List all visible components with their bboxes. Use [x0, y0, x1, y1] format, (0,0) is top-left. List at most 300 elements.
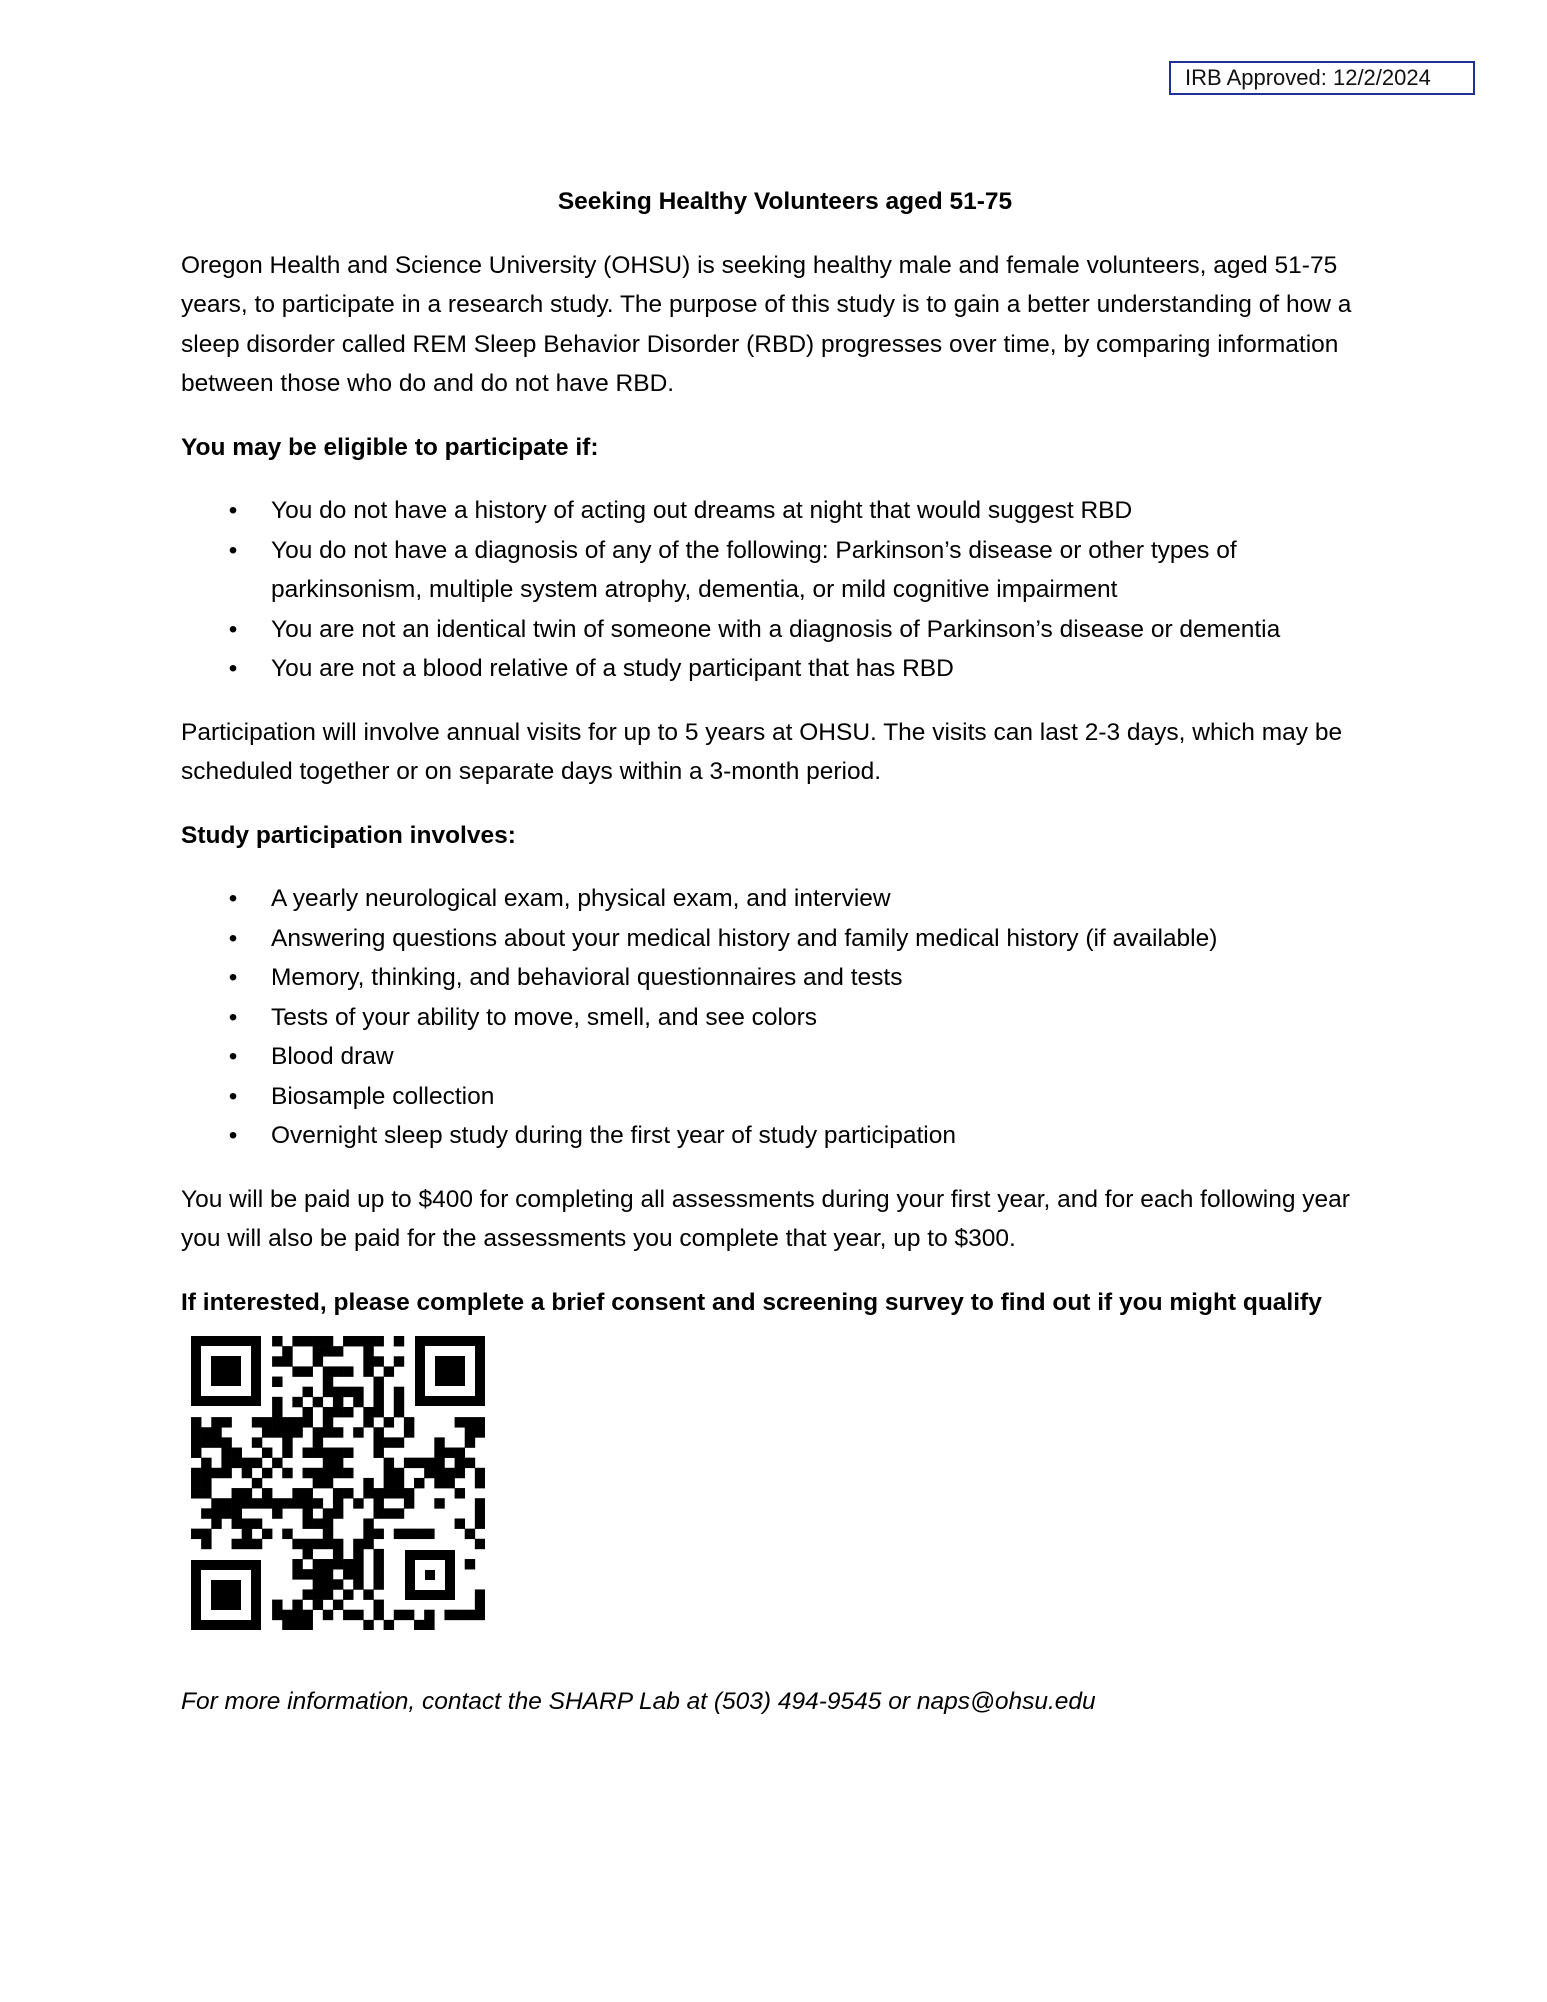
qr-module: [292, 1539, 302, 1549]
qr-module: [353, 1387, 363, 1397]
qr-module: [292, 1620, 302, 1630]
qr-module: [282, 1437, 292, 1447]
qr-module: [323, 1417, 333, 1427]
qr-module: [333, 1508, 343, 1518]
qr-module: [303, 1468, 313, 1478]
qr-module: [373, 1397, 383, 1407]
qr-module: [303, 1549, 313, 1559]
qr-module: [373, 1356, 383, 1366]
qr-module: [303, 1610, 313, 1620]
qr-module: [363, 1356, 373, 1366]
list-item-text: Memory, thinking, and behavioral questionnaires and tests: [271, 964, 903, 991]
qr-module: [363, 1346, 373, 1356]
qr-module: [262, 1498, 272, 1508]
qr-module: [313, 1346, 323, 1356]
qr-module: [292, 1397, 302, 1407]
qr-module: [242, 1498, 252, 1508]
qr-module: [242, 1529, 252, 1539]
qr-module: [313, 1518, 323, 1528]
qr-module: [232, 1448, 242, 1458]
qr-module: [414, 1458, 424, 1468]
qr-module: [232, 1458, 242, 1468]
qr-module: [201, 1437, 211, 1447]
bullet-icon: •: [228, 1122, 238, 1149]
qr-module: [404, 1427, 414, 1437]
qr-module: [333, 1539, 343, 1549]
qr-module: [282, 1346, 292, 1356]
qr-module: [424, 1529, 434, 1539]
qr-module: [272, 1508, 282, 1518]
qr-module: [221, 1468, 231, 1478]
involves-heading: Study participation involves:: [181, 821, 516, 849]
qr-module: [272, 1610, 282, 1620]
qr-module: [252, 1417, 262, 1427]
qr-module: [323, 1559, 333, 1569]
qr-module: [465, 1610, 475, 1620]
eligibility-heading: You may be eligible to participate if:: [181, 433, 599, 461]
qr-module: [262, 1427, 272, 1437]
qr-module: [333, 1488, 343, 1498]
qr-module: [384, 1437, 394, 1447]
list-item-text: You do not have a diagnosis of any of the following: Parkinson’s disease or other types of parkinsonism, multiple system atrophy, dementia, or mild cognitive impairment: [271, 536, 1237, 603]
qr-module: [394, 1356, 404, 1366]
qr-module: [455, 1458, 465, 1468]
qr-module: [444, 1610, 454, 1620]
qr-module: [444, 1468, 454, 1478]
qr-module: [343, 1589, 353, 1599]
qr-module: [465, 1437, 475, 1447]
list-item: [181, 958, 1381, 998]
qr-module: [313, 1356, 323, 1366]
qr-module: [444, 1478, 454, 1488]
qr-module: [434, 1478, 444, 1488]
qr-module: [475, 1508, 485, 1518]
qr-module: [323, 1569, 333, 1579]
list-item-text: Overnight sleep study during the first year of study participation: [271, 1122, 956, 1149]
qr-module: [272, 1498, 282, 1508]
list-item-text: Biosample collection: [271, 1082, 495, 1110]
qr-module: [373, 1610, 383, 1620]
qr-module: [262, 1417, 272, 1427]
qr-module: [323, 1468, 333, 1478]
qr-module: [221, 1498, 231, 1508]
qr-module: [343, 1488, 353, 1498]
list-item: [181, 649, 1381, 689]
flyer-content: [181, 182, 1381, 1746]
qr-module: [201, 1427, 211, 1437]
qr-module: [303, 1498, 313, 1508]
qr-module: [191, 1478, 201, 1488]
qr-module: [455, 1610, 465, 1620]
qr-module: [323, 1377, 333, 1387]
qr-module: [313, 1336, 323, 1346]
qr-module: [252, 1498, 262, 1508]
qr-module: [465, 1559, 475, 1569]
qr-module: [262, 1488, 272, 1498]
qr-module: [242, 1539, 252, 1549]
qr-module: [333, 1559, 343, 1569]
qr-module: [363, 1407, 373, 1417]
list-item: [181, 531, 1381, 610]
qr-module: [475, 1589, 485, 1599]
qr-module: [211, 1427, 221, 1437]
qr-module: [323, 1427, 333, 1437]
qr-module: [373, 1488, 383, 1498]
qr-module: [394, 1488, 404, 1498]
qr-module: [282, 1498, 292, 1508]
qr-module: [272, 1427, 282, 1437]
qr-module: [373, 1437, 383, 1447]
qr-module: [394, 1610, 404, 1620]
list-item: [181, 998, 1381, 1038]
qr-module: [292, 1569, 302, 1579]
qr-module: [384, 1508, 394, 1518]
qr-module: [221, 1458, 231, 1468]
qr-module: [313, 1478, 323, 1488]
qr-module: [323, 1387, 333, 1397]
qr-module: [394, 1529, 404, 1539]
qr-module: [353, 1569, 363, 1579]
qr-module: [282, 1468, 292, 1478]
qr-module: [292, 1610, 302, 1620]
contact-info: For more information, contact the SHARP Lab at (503) 494-9545 or naps@ohsu.edu: [181, 1688, 1096, 1715]
bullet-icon: •: [228, 497, 238, 524]
qr-module: [475, 1539, 485, 1549]
qr-module: [353, 1427, 363, 1437]
qr-module: [424, 1610, 434, 1620]
list-item: [181, 1037, 1381, 1077]
qr-module: [414, 1529, 424, 1539]
qr-module: [201, 1529, 211, 1539]
qr-module: [363, 1478, 373, 1488]
qr-module: [333, 1549, 343, 1559]
qr-module: [323, 1610, 333, 1620]
qr-module: [191, 1468, 201, 1478]
qr-module: [272, 1336, 282, 1346]
list-item-text: Answering questions about your medical history and family medical history (if available): [271, 924, 1218, 952]
qr-code-icon: [191, 1336, 485, 1630]
bullet-icon: •: [228, 536, 238, 564]
qr-module: [475, 1417, 485, 1427]
qr-module: [363, 1488, 373, 1498]
qr-module: [333, 1448, 343, 1458]
qr-module: [394, 1508, 404, 1518]
qr-module: [333, 1600, 343, 1610]
qr-module: [303, 1589, 313, 1599]
qr-module: [323, 1336, 333, 1346]
qr-module: [292, 1559, 302, 1569]
qr-module: [303, 1336, 313, 1346]
qr-module: [343, 1569, 353, 1579]
qr-module: [242, 1468, 252, 1478]
qr-module: [272, 1356, 282, 1366]
qr-module: [303, 1407, 313, 1417]
qr-module: [323, 1458, 333, 1468]
bullet-icon: •: [228, 615, 238, 643]
qr-module: [455, 1448, 465, 1458]
qr-module: [252, 1437, 262, 1447]
qr-module: [404, 1458, 414, 1468]
qr-module: [373, 1498, 383, 1508]
qr-module: [353, 1397, 363, 1407]
qr-module: [384, 1488, 394, 1498]
qr-module: [313, 1589, 323, 1599]
qr-module: [394, 1437, 404, 1447]
list-item: [181, 1116, 1381, 1156]
qr-module: [363, 1589, 373, 1599]
qr-module: [303, 1448, 313, 1458]
qr-module: [313, 1427, 323, 1437]
list-item-text: Tests of your ability to move, smell, and see colors: [271, 1003, 818, 1031]
qr-module: [353, 1336, 363, 1346]
qr-module: [404, 1529, 414, 1539]
qr-module: [384, 1478, 394, 1488]
qr-module: [303, 1488, 313, 1498]
qr-module: [323, 1518, 333, 1528]
qr-module: [313, 1498, 323, 1508]
qr-module: [333, 1387, 343, 1397]
qr-module: [272, 1458, 282, 1468]
qr-module: [475, 1468, 485, 1478]
qr-module: [303, 1539, 313, 1549]
irb-approval-stamp: IRB Approved: 12/2/2024: [1169, 61, 1475, 95]
qr-module: [292, 1366, 302, 1376]
qr-module: [242, 1488, 252, 1498]
qr-module: [384, 1620, 394, 1630]
qr-module: [353, 1610, 363, 1620]
list-item: [181, 919, 1381, 959]
list-item-text: You do not have a history of acting out dreams at night that would suggest RBD: [271, 497, 1133, 524]
qr-module: [232, 1539, 242, 1549]
qr-module: [323, 1478, 333, 1488]
qr-module: [221, 1448, 231, 1458]
qr-module: [252, 1518, 262, 1528]
qr-module: [414, 1620, 424, 1630]
qr-module: [333, 1579, 343, 1589]
qr-module: [191, 1437, 201, 1447]
qr-module: [373, 1377, 383, 1387]
qr-module: [201, 1488, 211, 1498]
qr-module: [211, 1468, 221, 1478]
qr-module: [303, 1387, 313, 1397]
page-title: Seeking Healthy Volunteers aged 51-75: [557, 188, 1013, 215]
qr-module: [272, 1417, 282, 1427]
qr-module: [313, 1539, 323, 1549]
bullet-icon: •: [228, 885, 238, 912]
qr-module: [252, 1458, 262, 1468]
qr-module: [303, 1620, 313, 1630]
qr-module: [373, 1448, 383, 1458]
qr-module: [221, 1417, 231, 1427]
list-item-text: You are not a blood relative of a study participant that has RBD: [271, 655, 954, 682]
qr-module: [384, 1366, 394, 1376]
qr-module: [201, 1478, 211, 1488]
qr-module: [232, 1488, 242, 1498]
involves-list: [181, 879, 1381, 1156]
qr-module: [191, 1448, 201, 1458]
qr-module: [373, 1549, 383, 1559]
qr-module: [282, 1427, 292, 1437]
qr-module: [353, 1498, 363, 1508]
qr-module: [343, 1407, 353, 1417]
qr-module: [353, 1539, 363, 1549]
qr-module: [333, 1346, 343, 1356]
qr-module: [404, 1610, 414, 1620]
qr-module: [323, 1529, 333, 1539]
qr-module: [282, 1620, 292, 1630]
qr-module: [333, 1498, 343, 1508]
qr-module: [394, 1407, 404, 1417]
qr-module: [394, 1478, 404, 1488]
qr-module: [323, 1407, 333, 1417]
qr-module: [313, 1600, 323, 1610]
bullet-icon: •: [228, 1043, 238, 1070]
qr-module: [343, 1366, 353, 1376]
bullet-icon: •: [228, 1003, 238, 1031]
qr-module: [292, 1427, 302, 1437]
qr-module: [373, 1407, 383, 1417]
bullet-icon: •: [228, 1082, 238, 1110]
survey-qr-code[interactable]: [191, 1336, 485, 1630]
qr-module: [363, 1518, 373, 1528]
qr-module: [201, 1508, 211, 1518]
qr-module: [434, 1498, 444, 1508]
qr-module: [333, 1397, 343, 1407]
qr-module: [201, 1539, 211, 1549]
qr-module: [282, 1448, 292, 1458]
qr-module: [272, 1600, 282, 1610]
qr-module: [455, 1417, 465, 1427]
qr-module: [191, 1529, 201, 1539]
qr-module: [252, 1478, 262, 1488]
qr-module: [232, 1518, 242, 1528]
qr-module: [363, 1539, 373, 1549]
list-item: [181, 491, 1381, 531]
qr-module: [404, 1498, 414, 1508]
qr-module: [303, 1508, 313, 1518]
list-item: [181, 1077, 1381, 1117]
list-item: [181, 610, 1381, 650]
qr-module: [313, 1397, 323, 1407]
eligibility-list: [181, 491, 1381, 689]
qr-module: [333, 1366, 343, 1376]
qr-module: [333, 1407, 343, 1417]
qr-module: [211, 1498, 221, 1508]
qr-module: [221, 1508, 231, 1518]
qr-module: [414, 1478, 424, 1488]
qr-module: [242, 1458, 252, 1468]
qr-module: [333, 1427, 343, 1437]
qr-module: [292, 1600, 302, 1610]
qr-module: [221, 1437, 231, 1447]
qr-module: [323, 1579, 333, 1589]
qr-module: [394, 1468, 404, 1478]
intro-paragraph: Oregon Health and Science University (OHSU) is seeking healthy male and female volunteers, aged 51-75 years, to participate in a research study. The purpose of this study is to gain a better understanding of how a sleep disorder called REM Sleep Behavior Disorder (RBD) progresses over time, by comparing information between those who do and do not have RBD.: [181, 251, 1352, 397]
qr-module: [282, 1529, 292, 1539]
list-item-text: A yearly neurological exam, physical exam, and interview: [271, 885, 891, 912]
qr-module: [211, 1417, 221, 1427]
qr-module: [353, 1559, 363, 1569]
qr-module: [303, 1366, 313, 1376]
qr-module: [201, 1468, 211, 1478]
qr-module: [262, 1468, 272, 1478]
qr-module: [455, 1468, 465, 1478]
qr-module: [343, 1559, 353, 1569]
qr-module: [313, 1468, 323, 1478]
qr-module: [434, 1437, 444, 1447]
list-item-text: You are not an identical twin of someone with a diagnosis of Parkinson’s disease or dementia: [271, 615, 1281, 643]
qr-module: [303, 1569, 313, 1579]
qr-module: [343, 1468, 353, 1478]
qr-module: [475, 1518, 485, 1528]
qr-module: [232, 1508, 242, 1518]
qr-module: [353, 1549, 363, 1559]
qr-module: [404, 1417, 414, 1427]
qr-module: [384, 1458, 394, 1468]
qr-module: [475, 1610, 485, 1620]
qr-module: [262, 1448, 272, 1458]
qr-module: [191, 1488, 201, 1498]
qr-module: [434, 1448, 444, 1458]
qr-module: [323, 1589, 333, 1599]
qr-module: [373, 1559, 383, 1569]
qr-module: [404, 1488, 414, 1498]
qr-module: [465, 1427, 475, 1437]
qr-module: [455, 1518, 465, 1528]
qr-module: [373, 1569, 383, 1579]
qr-module: [363, 1529, 373, 1539]
bullet-icon: •: [228, 964, 238, 991]
qr-module: [333, 1458, 343, 1468]
qr-module: [384, 1468, 394, 1478]
qr-module: [201, 1458, 211, 1468]
qr-module: [323, 1366, 333, 1376]
qr-module: [384, 1417, 394, 1427]
qr-module: [475, 1478, 485, 1488]
qr-module: [211, 1508, 221, 1518]
qr-module: [343, 1610, 353, 1620]
qr-module: [313, 1448, 323, 1458]
list-item-text: Blood draw: [271, 1043, 394, 1070]
qr-module: [394, 1387, 404, 1397]
qr-module: [475, 1600, 485, 1610]
qr-module: [262, 1529, 272, 1539]
qr-module: [363, 1620, 373, 1630]
qr-module: [323, 1508, 333, 1518]
survey-call-to-action: If interested, please complete a brief consent and screening survey to find out if you might qualify: [181, 1288, 1322, 1316]
qr-module: [303, 1518, 313, 1528]
qr-module: [373, 1508, 383, 1518]
qr-module: [373, 1336, 383, 1346]
qr-module: [282, 1610, 292, 1620]
qr-module: [455, 1488, 465, 1498]
qr-module: [465, 1417, 475, 1427]
qr-module: [252, 1539, 262, 1549]
qr-module: [475, 1498, 485, 1508]
qr-module: [282, 1356, 292, 1366]
qr-module: [272, 1377, 282, 1387]
qr-module: [394, 1397, 404, 1407]
qr-module: [313, 1559, 323, 1569]
bullet-icon: •: [228, 655, 238, 682]
qr-module: [282, 1417, 292, 1427]
qr-module: [373, 1579, 383, 1589]
qr-module: [363, 1366, 373, 1376]
payment-paragraph: You will be paid up to $400 for completing all assessments during your first year, and for each following year you will also be paid for the assessments you complete that year, up to $300.: [181, 1185, 1350, 1252]
qr-module: [292, 1488, 302, 1498]
qr-module: [343, 1448, 353, 1458]
qr-module: [323, 1346, 333, 1356]
